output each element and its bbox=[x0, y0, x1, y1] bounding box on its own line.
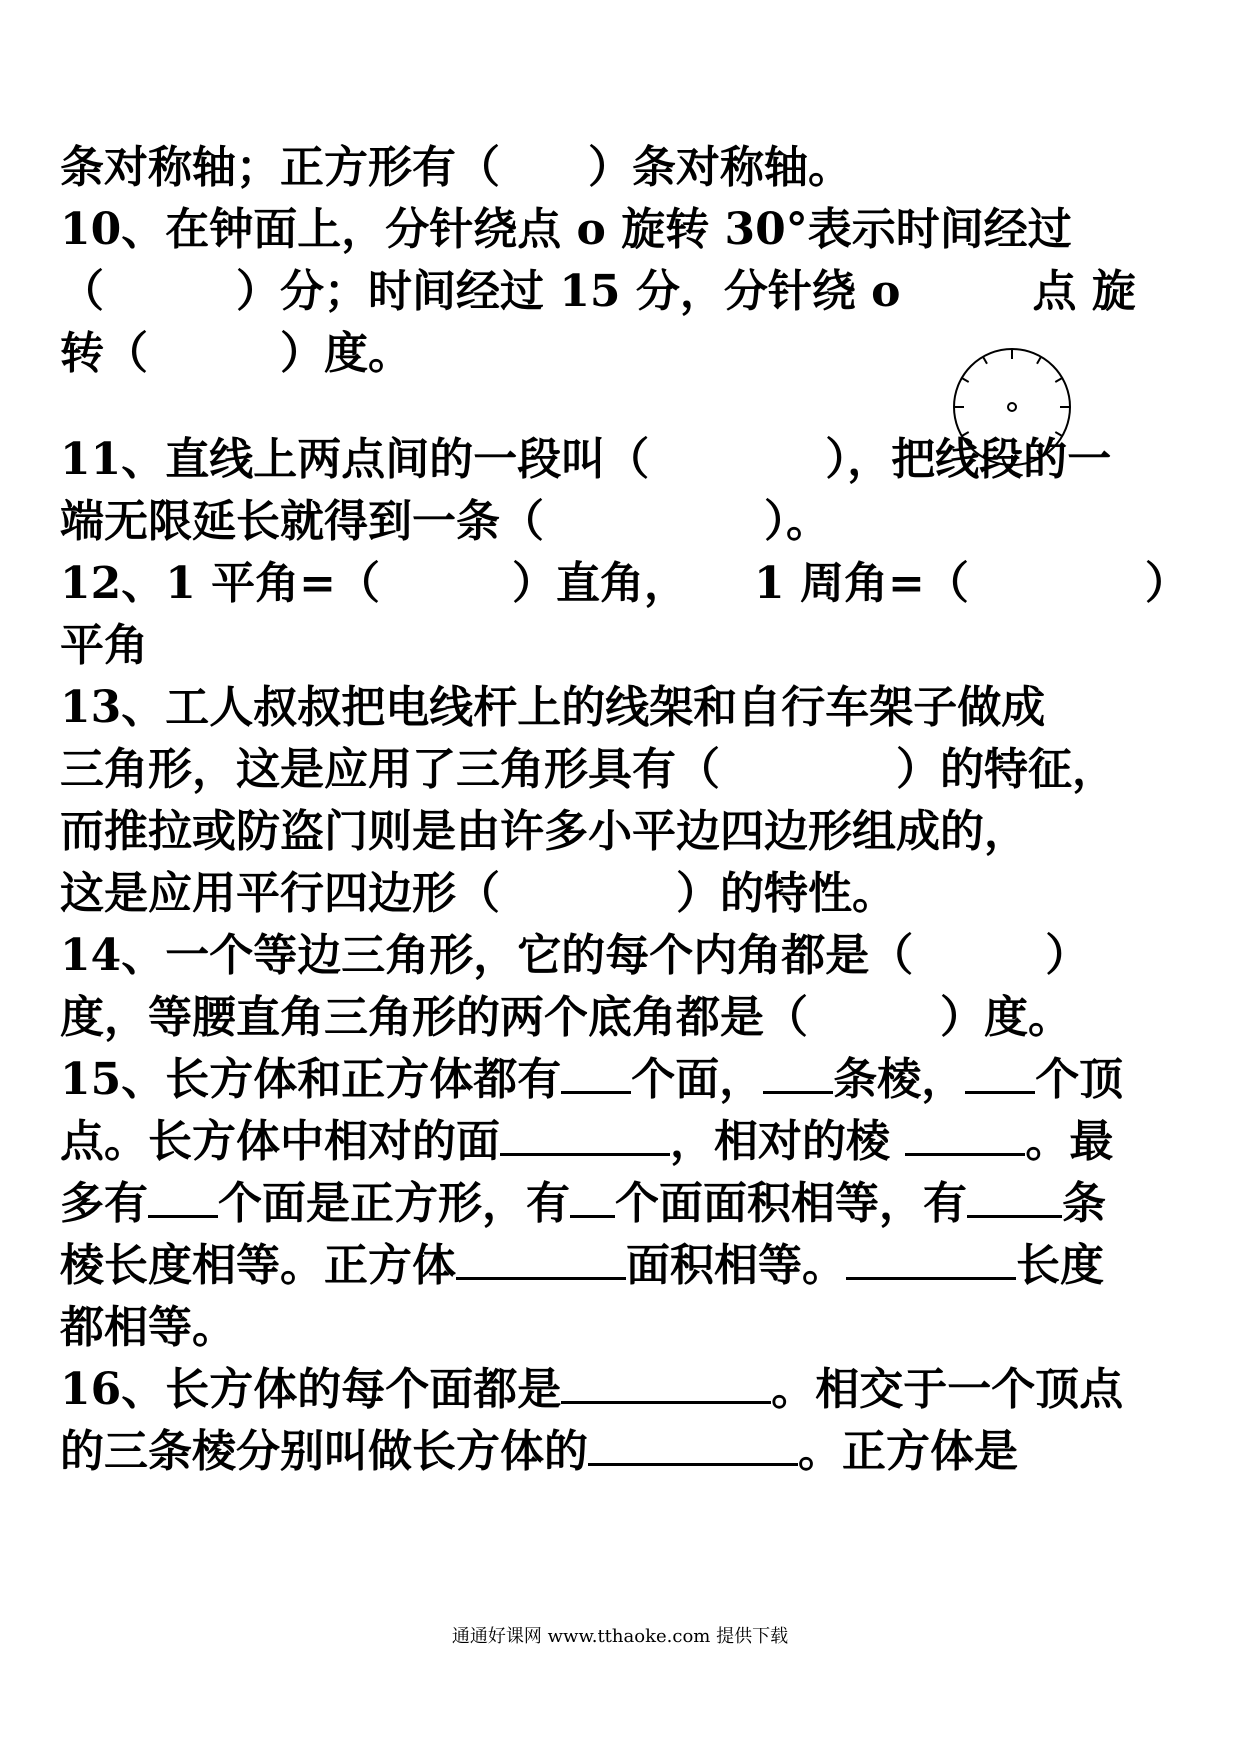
question-13-line-2: 三角形，这是应用了三角形具有（ ）的特征， bbox=[60, 744, 1116, 795]
page-footer: 通通好课网 www.tthaoke.com 提供下载 bbox=[451, 1626, 789, 1647]
answer-blank[interactable] bbox=[967, 1177, 1062, 1218]
question-12-line-2: 平角 bbox=[60, 620, 148, 671]
question-11-line-2: 端无限延长就得到一条（ ）。 bbox=[60, 496, 830, 547]
answer-blank[interactable] bbox=[570, 1177, 615, 1218]
question-10-line-2: （ ）分；时间经过 15 分，分针绕 o 点 旋 bbox=[60, 266, 1136, 317]
answer-blank[interactable] bbox=[965, 1053, 1035, 1094]
question-14-line-2: 度，等腰直角三角形的两个底角都是（ ）度。 bbox=[60, 992, 1072, 1043]
answer-blank[interactable] bbox=[763, 1053, 833, 1094]
question-16-line-2: 的三条棱分别叫做长方体的 。正方体是 bbox=[60, 1426, 1018, 1477]
question-16-line-1: 16、长方体的每个面都是 。相交于一个顶点 bbox=[60, 1364, 1124, 1415]
question-15-line-2: 点。长方体中相对的面 ，相对的棱 。最 bbox=[60, 1116, 1114, 1167]
answer-blank[interactable] bbox=[561, 1053, 631, 1094]
question-10-line-3: 转（ ）度。 bbox=[60, 328, 412, 379]
text-line: 条对称轴；正方形有（ ）条对称轴。 bbox=[60, 142, 852, 193]
question-15-line-4: 棱长度相等。正方体 面积相等。 长度 bbox=[60, 1240, 1104, 1291]
answer-blank[interactable] bbox=[846, 1239, 1016, 1280]
question-15-line-3: 多有 个面是正方形，有 个面面积相等，有 条 bbox=[60, 1178, 1106, 1229]
clock-center-point bbox=[1008, 403, 1016, 411]
question-14-line-1: 14、一个等边三角形，它的每个内角都是（ ） bbox=[60, 930, 1090, 981]
answer-blank[interactable] bbox=[500, 1115, 670, 1156]
answer-blank[interactable] bbox=[905, 1115, 1025, 1156]
question-11-line-1: 11、直线上两点间的一段叫（ ），把线段的一 bbox=[60, 434, 1112, 485]
answer-blank[interactable] bbox=[456, 1239, 626, 1280]
question-15-line-5: 都相等。 bbox=[60, 1302, 236, 1353]
question-12-line-1: 12、1 平角=（ ）直角， 1 周角=（ ） bbox=[60, 558, 1189, 609]
question-15-line-1: 15、长方体和正方体都有 个面， 条棱， 个顶 bbox=[60, 1054, 1124, 1105]
question-13-line-1: 13、工人叔叔把电线杆上的线架和自行车架子做成 bbox=[60, 682, 1046, 733]
question-13-line-4: 这是应用平行四边形（ ）的特性。 bbox=[60, 868, 896, 919]
answer-blank[interactable] bbox=[588, 1425, 798, 1466]
answer-blank[interactable] bbox=[148, 1177, 218, 1218]
question-13-line-3: 而推拉或防盗门则是由许多小平边四边形组成的， bbox=[60, 806, 1028, 857]
question-10-line-1: 10、在钟面上，分针绕点 o 旋转 30°表示时间经过 bbox=[60, 204, 1072, 255]
answer-blank[interactable] bbox=[561, 1363, 771, 1404]
